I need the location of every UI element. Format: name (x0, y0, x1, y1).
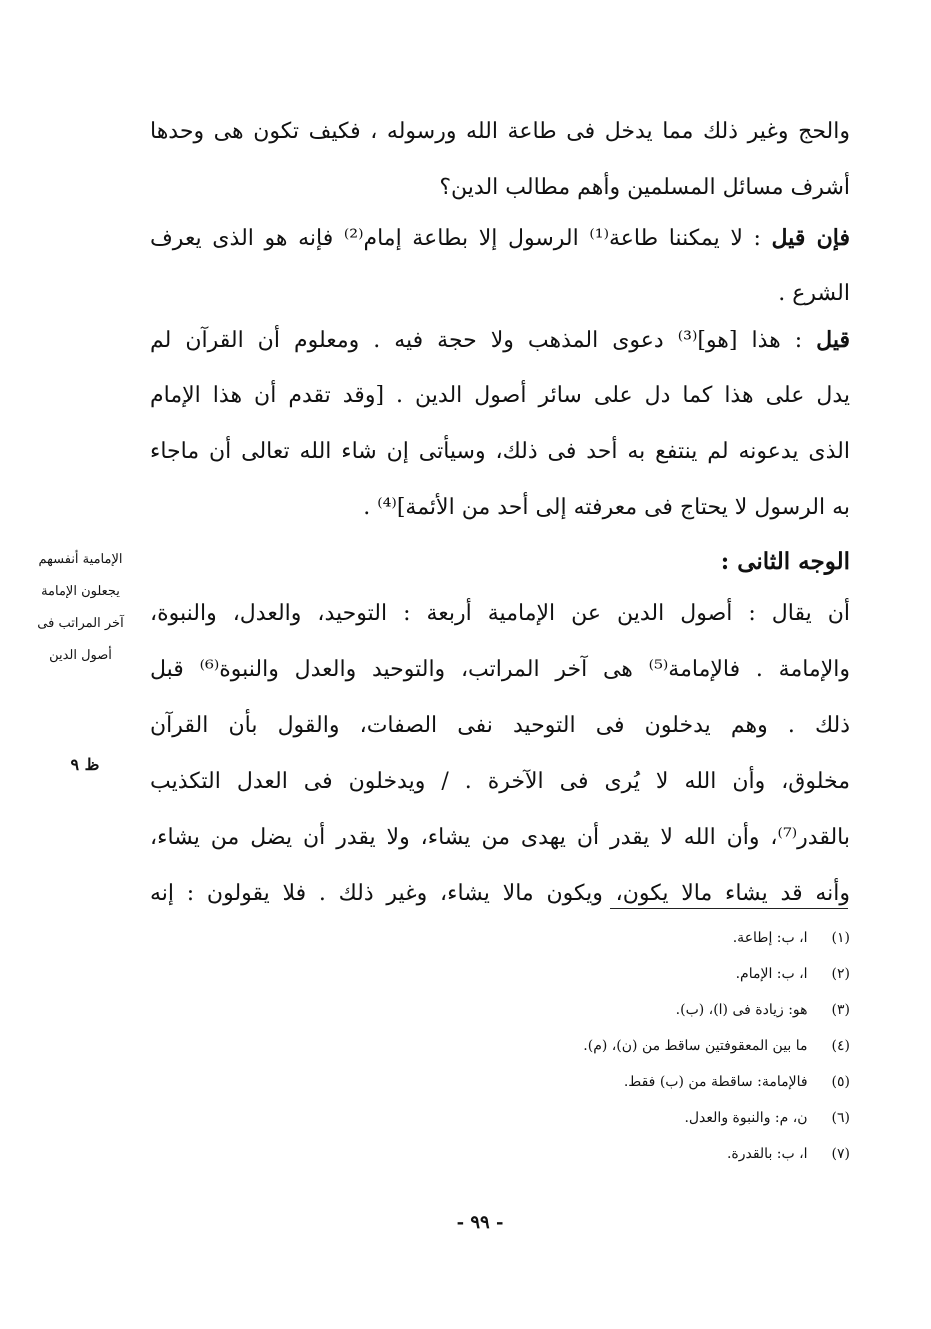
footnotes (420, 920, 850, 1172)
text-line: الذى يدعونه لم ينتفع به أحد فى ذلك، وسيأتى إن شاء الله تعالى أن ماجاء (150, 439, 850, 464)
text-line: الشرع . (778, 281, 850, 306)
footnote-divider (610, 908, 848, 909)
footnote-text: هو: زيادة فى (ا)، (ب). (675, 1002, 808, 1018)
footnote-text: ا، ب: بالقدرة. (726, 1146, 808, 1162)
footnote-text: ما بين المعقوفتين ساقط من (ن)، (م). (583, 1038, 808, 1054)
footnote-text: ن، م: والنبوة والعدل. (684, 1110, 808, 1126)
paragraph-3 (150, 312, 850, 536)
text-line: والحج وغير ذلك مما يدخل فى طاعة الله ورسوله ، فكيف تكون هى وحدها (150, 119, 850, 144)
margin-note-line: آخر المراتب فى (37, 616, 124, 631)
footnote-text: ا، ب: إطاعة. (732, 930, 808, 946)
footnote-number: (٦) (831, 1110, 850, 1126)
section-heading: الوجه الثانى : (720, 548, 850, 575)
margin-note-line: يجعلون الإمامة (41, 584, 120, 599)
footnote-number: (٣) (831, 1002, 850, 1018)
text-line: والإمامة . فالإمامة⁽⁵⁾ هى آخر المراتب، والتوحيد والعدل والنبوة⁽⁶⁾ قبل (150, 657, 850, 682)
text-span: : لا يمكننا طاعة⁽¹⁾ الرسول إلا بطاعة إمام⁽²⁾ فإنه هو الذى يعرف (150, 226, 761, 251)
footnote-number: (١) (831, 930, 850, 946)
footnote-number: (٧) (831, 1146, 850, 1162)
text-line: يدل على هذا كما دل على سائر أصول الدين . [وقد تقدم أن هذا الإمام (150, 383, 850, 408)
footnote-number: (٢) (831, 966, 850, 982)
footnote (420, 920, 850, 956)
text-line: مخلوق، وأن الله لا يُرى فى الآخرة . / ويدخلون فى العدل التكذيب (150, 769, 850, 794)
text-line (150, 210, 850, 266)
footnote-text: فالإمامة: ساقطة من (ب) فقط. (623, 1074, 808, 1090)
margin-note-line: أصول الدين (49, 648, 112, 663)
text-line: به الرسول لا يحتاج فى معرفته إلى أحد من الأئمة]⁽⁴⁾ . (363, 495, 850, 520)
text-line: ذلك . وهم يدخلون فى التوحيد نفى الصفات، والقول بأن القرآن (150, 713, 850, 738)
footnote (420, 1064, 850, 1100)
paragraph-1 (150, 104, 850, 216)
footnote (420, 1028, 850, 1064)
footnote (420, 992, 850, 1028)
footnote-number: (٤) (831, 1038, 850, 1054)
text-line: أشرف مسائل المسلمين وأهم مطالب الدين؟ (439, 175, 850, 200)
text-line (150, 312, 850, 368)
footnote (420, 1100, 850, 1136)
text-line: بالقدر⁽⁷⁾، وأن الله لا يقدر أن يهدى من يشاء، ولا يقدر أن يضل من يشاء، (150, 825, 850, 850)
text-line: أن يقال : أصول الدين عن الإمامية أربعة : التوحيد، والعدل، والنبوة، (150, 601, 850, 626)
text-line: وأنه قد يشاء مالا يكون، ويكون مالا يشاء، وغير ذلك . فلا يقولون : إنه (150, 881, 850, 906)
footnote (420, 1136, 850, 1172)
margin-note-line: الإمامية أنفسهم (38, 552, 123, 567)
footnote (420, 956, 850, 992)
page-number: - ٩٩ - (456, 1212, 504, 1233)
footnote-text: ا، ب: الإمام. (735, 966, 808, 982)
paragraph-4 (150, 586, 850, 922)
manuscript-folio-ref: ظ ٩ (70, 755, 100, 774)
footnote-number: (٥) (831, 1074, 850, 1090)
paragraph-2 (150, 210, 850, 322)
reply-lead: قيل (816, 327, 850, 353)
margin-note (18, 544, 143, 672)
objection-lead: فإن قيل (771, 225, 850, 251)
text-span: : هذا [هو]⁽³⁾ دعوى المذهب ولا حجة فيه . ومعلوم أن القرآن لم (150, 328, 803, 353)
